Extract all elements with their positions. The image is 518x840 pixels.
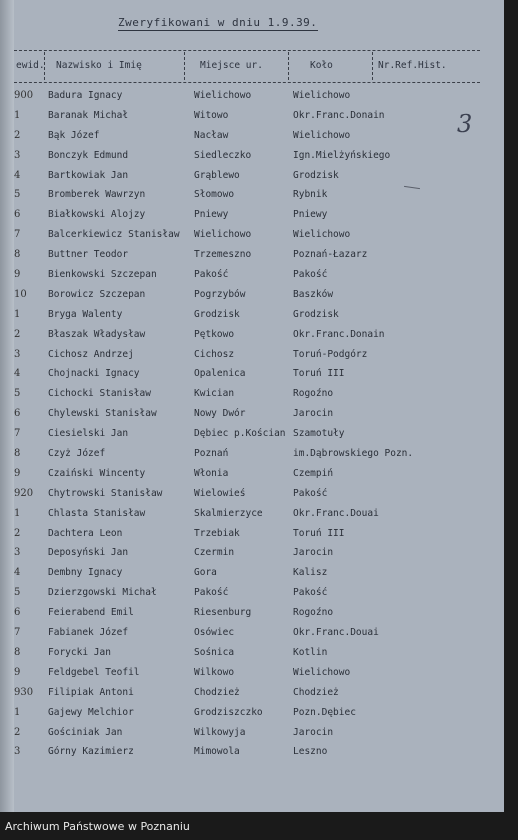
table-row: [0, 446, 504, 466]
table-row: [0, 506, 504, 526]
row-number: 5: [14, 189, 21, 201]
archive-name: Archiwum Państwowe w Poznaniu: [5, 820, 190, 833]
row-kolo: Okr.Franc.Donain: [293, 328, 385, 340]
table-row: [0, 207, 504, 227]
row-kolo: Poznań-Łazarz: [293, 249, 368, 261]
table-row: [0, 605, 504, 625]
row-kolo: Wielichowo: [293, 229, 351, 241]
row-birthplace: Skalmierzyce: [194, 507, 263, 519]
row-name: Dachtera Leon: [48, 527, 123, 539]
row-name: Chytrowski Stanisław: [48, 487, 163, 499]
row-name: Balcerkiewicz Stanisław: [48, 229, 180, 241]
row-birthplace: Cichosz: [194, 348, 235, 360]
row-birthplace: Opalenica: [194, 368, 246, 380]
row-kolo: Okr.Franc.Douai: [293, 627, 379, 639]
row-kolo: Rybnik: [293, 189, 328, 201]
table-row: [0, 406, 504, 426]
row-kolo: Toruń-Podgórz: [293, 348, 368, 360]
table-row: [0, 725, 504, 745]
row-name: Chlasta Stanisław: [48, 507, 146, 519]
table-row: [0, 267, 504, 287]
row-number: 4: [14, 567, 21, 579]
row-name: Czaiński Wincenty: [48, 467, 146, 479]
header-divider: [288, 52, 289, 80]
row-number: 1: [14, 706, 21, 718]
row-kolo: Toruń III: [293, 368, 345, 380]
row-number: 1: [14, 308, 21, 320]
table-row: [0, 386, 504, 406]
row-number: 9: [14, 666, 21, 678]
row-number: 2: [14, 129, 21, 141]
table-row: [0, 168, 504, 188]
row-name: Bonczyk Edmund: [48, 149, 129, 161]
table-row: [0, 307, 504, 327]
row-birthplace: Mimowola: [194, 746, 240, 758]
table-row: [0, 247, 504, 267]
table-row: [0, 108, 504, 128]
row-birthplace: Witowo: [194, 109, 229, 121]
row-birthplace: Nowy Dwór: [194, 408, 246, 420]
row-number: 1: [14, 109, 21, 121]
table-row: [0, 665, 504, 685]
row-kolo: Kotlin: [293, 646, 328, 658]
row-name: Fabianek Józef: [48, 627, 129, 639]
table-row: [0, 366, 504, 386]
row-kolo: Pakość: [293, 487, 328, 499]
table-row: [0, 148, 504, 168]
table-row: [0, 625, 504, 645]
row-kolo: Grodzisk: [293, 308, 339, 320]
row-name: Górny Kazimierz: [48, 746, 134, 758]
row-name: Buttner Teodor: [48, 249, 129, 261]
row-name: Bienkowski Szczepan: [48, 269, 157, 281]
row-kolo: Pozn.Dębiec: [293, 706, 356, 718]
table-row: [0, 585, 504, 605]
row-number: 7: [14, 428, 21, 440]
row-kolo: im.Dąbrowskiego Pozn.: [293, 448, 414, 460]
row-number: 8: [14, 249, 21, 261]
table-row: [0, 466, 504, 486]
row-birthplace: Nacław: [194, 129, 229, 141]
row-number: 2: [14, 527, 21, 539]
row-number: 900: [14, 90, 34, 101]
table-row: [0, 645, 504, 665]
header-divider: [184, 52, 185, 80]
row-birthplace: Pętkowo: [194, 328, 235, 340]
archive-footer: [0, 812, 518, 840]
row-name: Forycki Jan: [48, 646, 111, 658]
row-number: 4: [14, 368, 21, 380]
row-birthplace: Trzebiak: [194, 527, 240, 539]
row-birthplace: Grąblewo: [194, 169, 240, 181]
row-birthplace: Trzemeszno: [194, 249, 252, 261]
row-number: 930: [14, 686, 34, 698]
table-row: [0, 565, 504, 585]
row-birthplace: Czermin: [194, 547, 235, 559]
row-number: 3: [14, 746, 21, 758]
header-kolo: Koło: [310, 60, 333, 71]
register-rows: [0, 88, 504, 764]
row-name: Borowicz Szczepan: [48, 288, 146, 300]
row-kolo: Toruń III: [293, 527, 345, 539]
header-ref: Nr.Ref.Hist.: [378, 60, 447, 71]
row-number: 9: [14, 269, 21, 281]
table-row: [0, 287, 504, 307]
header-rule-bottom: [14, 82, 480, 83]
row-name: Bryga Walenty: [48, 308, 123, 320]
row-number: 6: [14, 607, 21, 619]
row-birthplace: Wielowieś: [194, 487, 246, 499]
document-title: Zweryfikowani w dniu 1.9.39.: [118, 16, 318, 29]
row-birthplace: Osówiec: [194, 627, 235, 639]
row-number: 5: [14, 388, 21, 400]
row-birthplace: Grodziszczko: [194, 706, 263, 718]
table-row: [0, 685, 504, 705]
row-number: 7: [14, 627, 21, 639]
row-number: 3: [14, 348, 21, 360]
row-name: Chojnacki Ignacy: [48, 368, 140, 380]
row-birthplace: Gora: [194, 567, 217, 579]
row-kolo: Okr.Franc.Douai: [293, 507, 379, 519]
row-number: 8: [14, 646, 21, 658]
table-row: [0, 744, 504, 764]
row-kolo: Wielichowo: [293, 90, 351, 101]
row-number: 6: [14, 209, 21, 221]
row-name: Bromberek Wawrzyn: [48, 189, 146, 201]
row-name: Chylewski Stanisław: [48, 408, 157, 420]
row-kolo: Wielichowo: [293, 666, 351, 678]
table-row: [0, 705, 504, 725]
row-kolo: Pakość: [293, 587, 328, 599]
row-kolo: Ign.Mielżyńskiego: [293, 149, 391, 161]
table-row: [0, 545, 504, 565]
row-name: Gajewy Melchior: [48, 706, 134, 718]
table-row: [0, 486, 504, 506]
row-birthplace: Siedleczko: [194, 149, 252, 161]
row-name: Baranak Michał: [48, 109, 129, 121]
row-name: Ciesielski Jan: [48, 428, 129, 440]
row-birthplace: Riesenburg: [194, 607, 252, 619]
table-row: [0, 227, 504, 247]
table-row: [0, 128, 504, 148]
row-number: 920: [14, 487, 34, 499]
row-kolo: Baszków: [293, 288, 334, 300]
row-birthplace: Włonia: [194, 467, 229, 479]
row-birthplace: Chodzież: [194, 686, 240, 698]
row-number: 10: [14, 288, 27, 300]
row-kolo: Wielichowo: [293, 129, 351, 141]
table-row: [0, 327, 504, 347]
header-place: Miejsce ur.: [200, 60, 263, 71]
row-name: Badura Ignacy: [48, 90, 123, 101]
row-number: 8: [14, 448, 21, 460]
row-birthplace: Poznań: [194, 448, 229, 460]
row-name: Bąk Józef: [48, 129, 100, 141]
row-number: 7: [14, 229, 21, 241]
row-name: Cichocki Stanisław: [48, 388, 151, 400]
row-name: Feldgebel Teofil: [48, 666, 140, 678]
table-row: [0, 426, 504, 446]
header-name: Nazwisko i Imię: [56, 60, 142, 71]
row-name: Czyż Józef: [48, 448, 106, 460]
row-kolo: Jarocin: [293, 726, 334, 738]
row-birthplace: Słomowo: [194, 189, 235, 201]
row-name: Deposyński Jan: [48, 547, 129, 559]
row-kolo: Okr.Franc.Donain: [293, 109, 385, 121]
header-ewid: ewid.: [16, 60, 45, 71]
table-row: [0, 88, 504, 108]
row-kolo: Jarocin: [293, 408, 334, 420]
header-rule-top: [14, 50, 480, 51]
row-birthplace: Wilkowyja: [194, 726, 246, 738]
row-birthplace: Sośnica: [194, 646, 235, 658]
row-kolo: Czempiń: [293, 467, 334, 479]
row-number: 3: [14, 149, 21, 161]
row-number: 2: [14, 726, 21, 738]
row-birthplace: Kwician: [194, 388, 235, 400]
row-number: 5: [14, 587, 21, 599]
row-number: 4: [14, 169, 21, 181]
row-number: 9: [14, 467, 21, 479]
row-birthplace: Wielichowo: [194, 229, 252, 241]
table-row: [0, 347, 504, 367]
row-name: Dembny Ignacy: [48, 567, 123, 579]
table-row: [0, 526, 504, 546]
row-kolo: Kalisz: [293, 567, 328, 579]
row-birthplace: Pakość: [194, 587, 229, 599]
row-name: Filipiak Antoni: [48, 686, 134, 698]
row-name: Bartkowiak Jan: [48, 169, 129, 181]
row-kolo: Grodzisk: [293, 169, 339, 181]
row-birthplace: Wilkowo: [194, 666, 235, 678]
row-birthplace: Pakość: [194, 269, 229, 281]
row-birthplace: Grodzisk: [194, 308, 240, 320]
row-number: 6: [14, 408, 21, 420]
table-row: [0, 187, 504, 207]
header-divider: [372, 52, 373, 80]
row-number: 1: [14, 507, 21, 519]
row-kolo: Chodzież: [293, 686, 339, 698]
row-name: Feierabend Emil: [48, 607, 134, 619]
row-number: 2: [14, 328, 21, 340]
row-birthplace: Dębiec p.Kościan: [194, 428, 286, 440]
row-kolo: Pniewy: [293, 209, 328, 221]
row-name: Cichosz Andrzej: [48, 348, 134, 360]
row-kolo: Rogoźno: [293, 607, 334, 619]
row-number: 3: [14, 547, 21, 559]
row-birthplace: Pniewy: [194, 209, 229, 221]
row-kolo: Leszno: [293, 746, 328, 758]
row-name: Dzierzgowski Michał: [48, 587, 157, 599]
row-name: Błaszak Władysław: [48, 328, 146, 340]
margin-handwritten-note: 3: [457, 110, 473, 138]
row-kolo: Szamotuły: [293, 428, 345, 440]
row-birthplace: Pogrzybów: [194, 288, 246, 300]
row-kolo: Pakość: [293, 269, 328, 281]
row-kolo: Rogoźno: [293, 388, 334, 400]
row-kolo: Jarocin: [293, 547, 334, 559]
row-name: Białkowski Alojzy: [48, 209, 146, 221]
row-name: Gościniak Jan: [48, 726, 123, 738]
row-birthplace: Wielichowo: [194, 90, 252, 101]
